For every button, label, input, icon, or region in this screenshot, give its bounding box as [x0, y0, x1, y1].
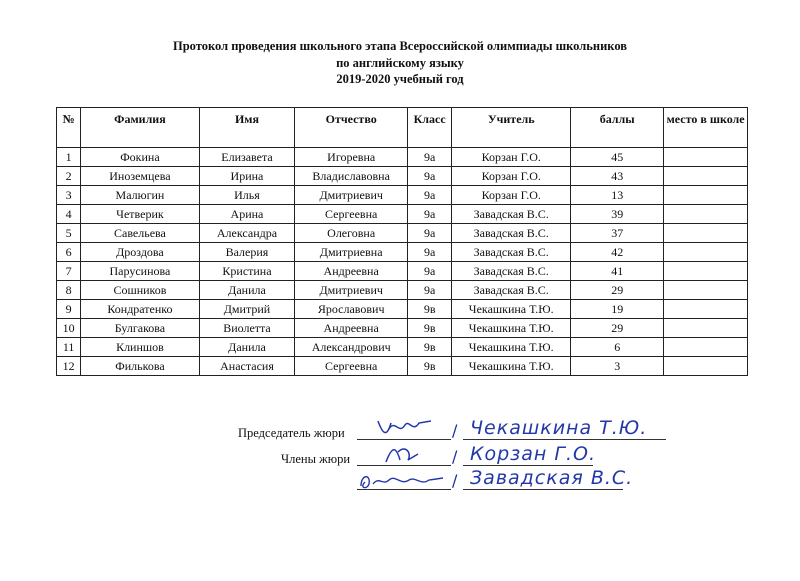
cell-last-name: Иноземцева [81, 167, 199, 186]
cell-score: 39 [571, 205, 664, 224]
member2-name-line [463, 489, 623, 490]
cell-score: 43 [571, 167, 664, 186]
cell-teacher: Корзан Г.О. [452, 167, 571, 186]
chair-signature-line [357, 439, 451, 440]
cell-last-name: Дроздова [81, 243, 199, 262]
cell-score: 37 [571, 224, 664, 243]
cell-patronymic: Владиславовна [295, 167, 408, 186]
chair-label: Председатель жюри [238, 426, 345, 440]
cell-last-name: Клиншов [81, 338, 199, 357]
cell-teacher: Завадская В.С. [452, 224, 571, 243]
table-row [57, 300, 748, 319]
cell-number: 11 [57, 338, 81, 357]
cell-grade: 9а [408, 262, 452, 281]
member2-signature-line [357, 489, 451, 490]
cell-grade: 9в [408, 357, 452, 376]
table-row [57, 319, 748, 338]
cell-teacher: Завадская В.С. [452, 281, 571, 300]
title-line-2: по английскому языку [336, 55, 464, 70]
cell-grade: 9в [408, 319, 452, 338]
cell-number: 1 [57, 148, 81, 167]
cell-score: 6 [571, 338, 664, 357]
cell-place [664, 281, 748, 300]
cell-score: 29 [571, 281, 664, 300]
column-header-last-name: Фамилия [81, 108, 199, 148]
cell-score: 45 [571, 148, 664, 167]
cell-teacher: Завадская В.С. [452, 205, 571, 224]
chair-name: Чекашкина Т.Ю. [470, 417, 648, 439]
cell-first-name: Данила [199, 338, 295, 357]
table-row [57, 281, 748, 300]
cell-score: 19 [571, 300, 664, 319]
table-row [57, 338, 748, 357]
title-line-1: Протокол проведения школьного этапа Всероссийской олимпиады школьников [172, 39, 628, 53]
cell-patronymic: Андреевна [295, 319, 408, 338]
member1-name: Корзан Г.О. [470, 443, 597, 465]
table-row [57, 243, 748, 262]
cell-patronymic: Александрович [295, 338, 408, 357]
cell-place [664, 300, 748, 319]
chair-signature-icon [375, 415, 435, 441]
cell-place [664, 167, 748, 186]
column-header-patronymic: Отчество [295, 108, 408, 148]
cell-patronymic: Дмитриевна [295, 243, 408, 262]
cell-teacher: Корзан Г.О. [452, 186, 571, 205]
table-row [57, 357, 748, 376]
member2-name: Завадская В.С. [470, 467, 634, 489]
title-line-3: 2019-2020 учебный год [336, 72, 464, 86]
cell-place [664, 357, 748, 376]
cell-place [664, 243, 748, 262]
cell-first-name: Елизавета [199, 148, 295, 167]
cell-first-name: Виолетта [199, 319, 295, 338]
cell-score: 42 [571, 243, 664, 262]
cell-place [664, 186, 748, 205]
cell-grade: 9а [408, 167, 452, 186]
cell-first-name: Арина [199, 205, 295, 224]
cell-number: 3 [57, 186, 81, 205]
cell-first-name: Ирина [199, 167, 295, 186]
cell-last-name: Четверик [81, 205, 199, 224]
cell-grade: 9а [408, 148, 452, 167]
column-header-place: место в школе [664, 108, 748, 148]
column-header-grade: Класс [408, 108, 452, 148]
cell-patronymic: Ярославович [295, 300, 408, 319]
cell-number: 9 [57, 300, 81, 319]
cell-place [664, 338, 748, 357]
cell-grade: 9а [408, 205, 452, 224]
cell-patronymic: Олеговна [295, 224, 408, 243]
cell-last-name: Филькова [81, 357, 199, 376]
cell-place [664, 262, 748, 281]
cell-number: 2 [57, 167, 81, 186]
members-label: Члены жюри [281, 452, 351, 466]
document-title [0, 38, 800, 88]
cell-number: 4 [57, 205, 81, 224]
cell-place [664, 224, 748, 243]
member1-signature-icon [382, 442, 422, 468]
cell-teacher: Чекашкина Т.Ю. [452, 357, 571, 376]
column-header-score: баллы [571, 108, 664, 148]
cell-number: 10 [57, 319, 81, 338]
chair-name-line [463, 439, 666, 440]
column-header-first-name: Имя [199, 108, 295, 148]
cell-first-name: Илья [199, 186, 295, 205]
cell-patronymic: Дмитриевич [295, 281, 408, 300]
member2-separator: / [452, 471, 458, 490]
chair-separator: / [452, 421, 458, 440]
cell-score: 41 [571, 262, 664, 281]
cell-place [664, 319, 748, 338]
cell-score: 3 [571, 357, 664, 376]
cell-number: 12 [57, 357, 81, 376]
cell-patronymic: Игоревна [295, 148, 408, 167]
cell-last-name: Булгакова [81, 319, 199, 338]
cell-patronymic: Сергеевна [295, 205, 408, 224]
table-header-row [57, 108, 748, 148]
cell-grade: 9а [408, 281, 452, 300]
cell-last-name: Сошников [81, 281, 199, 300]
column-header-number: № [57, 108, 81, 148]
cell-teacher: Корзан Г.О. [452, 148, 571, 167]
cell-first-name: Дмитрий [199, 300, 295, 319]
cell-grade: 9а [408, 224, 452, 243]
cell-last-name: Парусинова [81, 262, 199, 281]
table-row [57, 186, 748, 205]
table-row [57, 262, 748, 281]
cell-patronymic: Андреевна [295, 262, 408, 281]
member1-signature-line [357, 465, 451, 466]
cell-number: 6 [57, 243, 81, 262]
cell-grade: 9а [408, 186, 452, 205]
member2-signature-icon [357, 468, 447, 492]
table-row [57, 224, 748, 243]
cell-first-name: Кристина [199, 262, 295, 281]
member1-name-line [463, 465, 593, 466]
cell-teacher: Чекашкина Т.Ю. [452, 319, 571, 338]
cell-teacher: Завадская В.С. [452, 243, 571, 262]
cell-grade: 9в [408, 338, 452, 357]
cell-grade: 9в [408, 300, 452, 319]
cell-teacher: Завадская В.С. [452, 262, 571, 281]
cell-grade: 9а [408, 243, 452, 262]
member1-separator: / [452, 447, 458, 466]
cell-place [664, 148, 748, 167]
cell-first-name: Данила [199, 281, 295, 300]
cell-teacher: Чекашкина Т.Ю. [452, 300, 571, 319]
cell-last-name: Кондратенко [81, 300, 199, 319]
cell-first-name: Александра [199, 224, 295, 243]
table-row [57, 167, 748, 186]
results-table [56, 107, 748, 376]
cell-teacher: Чекашкина Т.Ю. [452, 338, 571, 357]
cell-patronymic: Сергеевна [295, 357, 408, 376]
cell-first-name: Анастасия [199, 357, 295, 376]
cell-last-name: Савельева [81, 224, 199, 243]
table-row [57, 205, 748, 224]
cell-patronymic: Дмитриевич [295, 186, 408, 205]
cell-last-name: Малюгин [81, 186, 199, 205]
column-header-teacher: Учитель [452, 108, 571, 148]
cell-score: 29 [571, 319, 664, 338]
cell-place [664, 205, 748, 224]
cell-number: 7 [57, 262, 81, 281]
cell-score: 13 [571, 186, 664, 205]
cell-last-name: Фокина [81, 148, 199, 167]
cell-number: 8 [57, 281, 81, 300]
cell-number: 5 [57, 224, 81, 243]
cell-first-name: Валерия [199, 243, 295, 262]
table-row [57, 148, 748, 167]
